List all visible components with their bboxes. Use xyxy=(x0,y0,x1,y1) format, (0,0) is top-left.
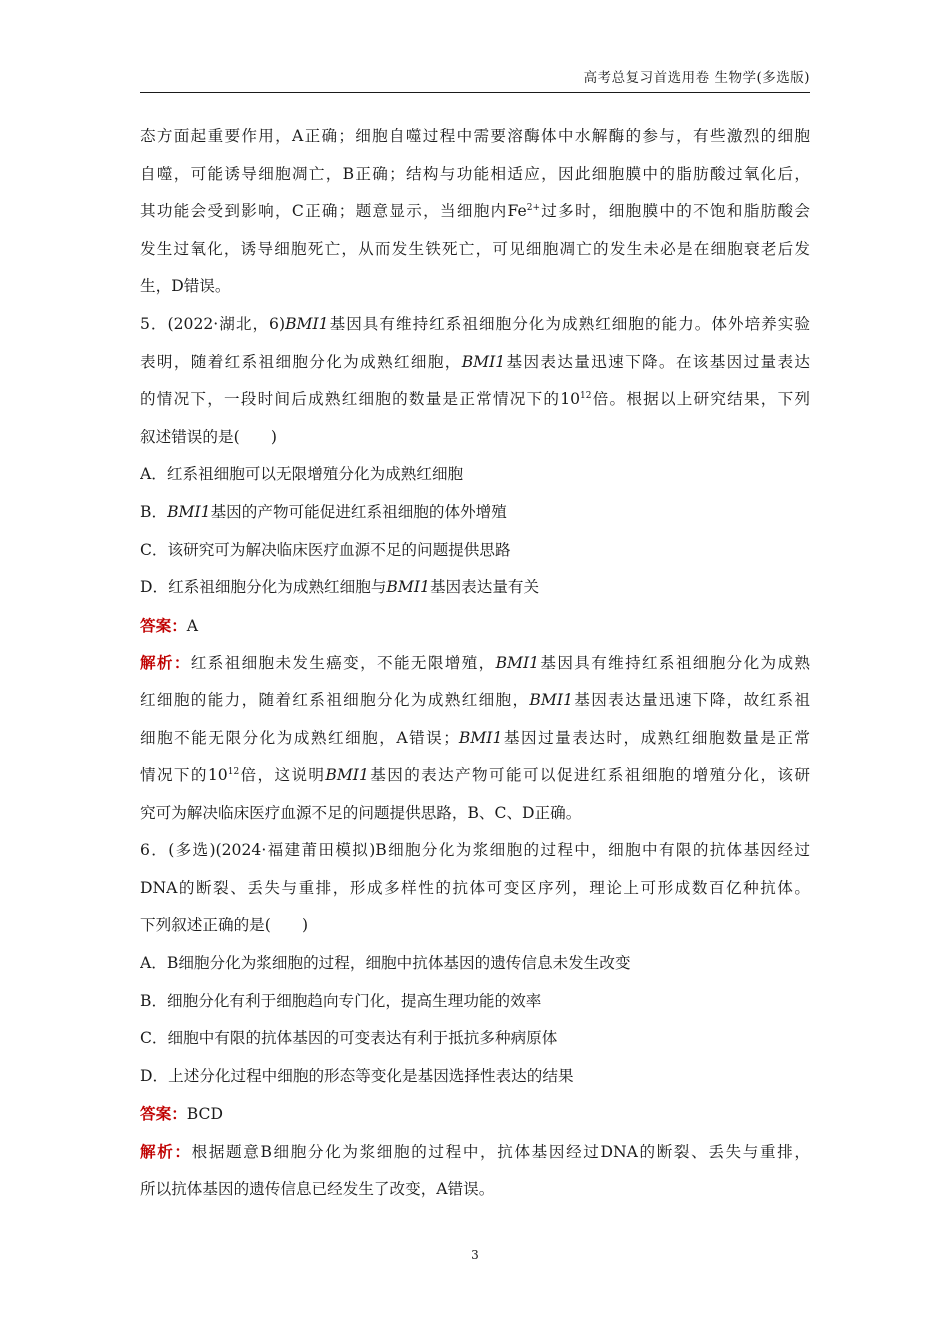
text-line: 生，D错误。 xyxy=(140,277,231,296)
option-d: D．红系祖细胞分化为成熟红细胞与BMI1基因表达量有关 xyxy=(140,578,540,597)
answer-value: BCD xyxy=(186,1105,223,1124)
superscript: 12 xyxy=(227,767,240,778)
answer-value: A xyxy=(186,616,199,635)
analysis-label: 解析： xyxy=(140,1142,192,1162)
analysis-line: 究可为解决临床医疗血源不足的问题提供思路，B、C、D正确。 xyxy=(140,803,582,822)
option-d: D．上述分化过程中细胞的形态等变化是基因选择性表达的结果 xyxy=(140,1066,574,1085)
text-line: 下列叙述正确的是( ) xyxy=(140,916,309,935)
gene-name: BMI1 xyxy=(529,690,573,709)
header-title: 高考总复习首选用卷 生物学(多选版) xyxy=(583,70,810,86)
analysis-line: 解析：根据题意B细胞分化为浆细胞的过程中，抗体基因经过DNA的断裂、丢失与重排， xyxy=(140,1142,810,1162)
page-content xyxy=(140,118,810,1208)
page-number: 3 xyxy=(471,1248,479,1262)
question-6-stem: 6．(多选)(2024·福建莆田模拟)B细胞分化为浆细胞的过程中，细胞中有限的抗体基因经过 xyxy=(140,841,810,860)
analysis-line: 情况下的$10^{12}$倍，这说明BMI1基因的表达产物可能可以促进红系祖细胞的增殖分化，该研 xyxy=(140,766,810,785)
text-line: 态方面起重要作用，A正确；细胞自噬过程中需要溶酶体中水解酶的参与，有些激烈的细胞 xyxy=(140,127,810,145)
text-line: 表明，随着红系祖细胞分化为成熟红细胞，BMI1基因表达量迅速下降。在该基因过量表达 xyxy=(140,352,810,371)
text-line: DNA的断裂、丢失与重排，形成多样性的抗体可变区序列，理论上可形成数百亿种抗体。 xyxy=(140,878,810,897)
answer-line xyxy=(140,1095,810,1133)
analysis-line: 红细胞的能力，随着红系祖细胞分化为成熟红细胞，BMI1基因表达量迅速下降，故红系祖 xyxy=(140,690,810,709)
analysis-line: 所以抗体基因的遗传信息已经发生了改变，A错误。 xyxy=(140,1179,495,1198)
answer-label: 答案： xyxy=(140,1104,187,1124)
gene-name: BMI1 xyxy=(386,578,430,597)
option-a: A．B细胞分化为浆细胞的过程，细胞中抗体基因的遗传信息未发生改变 xyxy=(140,954,631,973)
gene-name: BMI1 xyxy=(285,314,329,333)
gene-name: BMI1 xyxy=(495,654,540,673)
superscript: 12 xyxy=(580,391,592,402)
text-line: 其功能会受到影响，C正确；题意显示，当细胞内$Fe^{2+}$过多时，细胞膜中的不饱和脂肪酸会 xyxy=(140,202,810,221)
text-line: 自噬，可能诱导细胞凋亡，B正确；结构与功能相适应，因此细胞膜中的脂肪酸过氧化后， xyxy=(140,164,810,183)
answer-line xyxy=(140,607,810,645)
analysis-line: 解析：红系祖细胞未发生癌变，不能无限增殖，BMI1基因具有维持红系祖细胞分化为成熟 xyxy=(140,653,810,673)
gene-name: BMI1 xyxy=(458,728,503,747)
gene-name: BMI1 xyxy=(461,352,506,371)
text-line: 发生过氧化，诱导细胞死亡，从而发生铁死亡，可见细胞凋亡的发生未必是在细胞衰老后发 xyxy=(140,239,810,258)
gene-name: BMI1 xyxy=(325,766,369,785)
answer-label: 答案： xyxy=(140,615,187,635)
option-c: C．细胞中有限的抗体基因的可变表达有利于抵抗多种病原体 xyxy=(140,1029,558,1048)
gene-name: BMI1 xyxy=(167,502,211,521)
option-b: B．细胞分化有利于细胞趋向专门化，提高生理功能的效率 xyxy=(140,991,542,1010)
analysis-line: 细胞不能无限分化为成熟红细胞，A错误；BMI1基因过量表达时，成熟红细胞数量是正常 xyxy=(140,728,810,747)
page-header xyxy=(140,66,810,93)
question-5-stem: 5．(2022·湖北，6)BMI1基因具有维持红系祖细胞分化为成熟红细胞的能力。体外培养实验 xyxy=(140,314,810,333)
superscript: 2+ xyxy=(526,203,541,214)
option-a: A．红系祖细胞可以无限增殖分化为成熟红细胞 xyxy=(140,465,464,484)
option-b: B．BMI1基因的产物可能促进红系祖细胞的体外增殖 xyxy=(140,502,507,521)
text-line: 叙述错误的是( ) xyxy=(140,427,277,446)
option-c: C．该研究可为解决临床医疗血源不足的问题提供思路 xyxy=(140,540,511,559)
analysis-label: 解析： xyxy=(140,653,191,673)
text-line: 的情况下，一段时间后成熟红细胞的数量是正常情况下的$10^{12}$倍。根据以上研究结果，下列 xyxy=(140,390,810,409)
